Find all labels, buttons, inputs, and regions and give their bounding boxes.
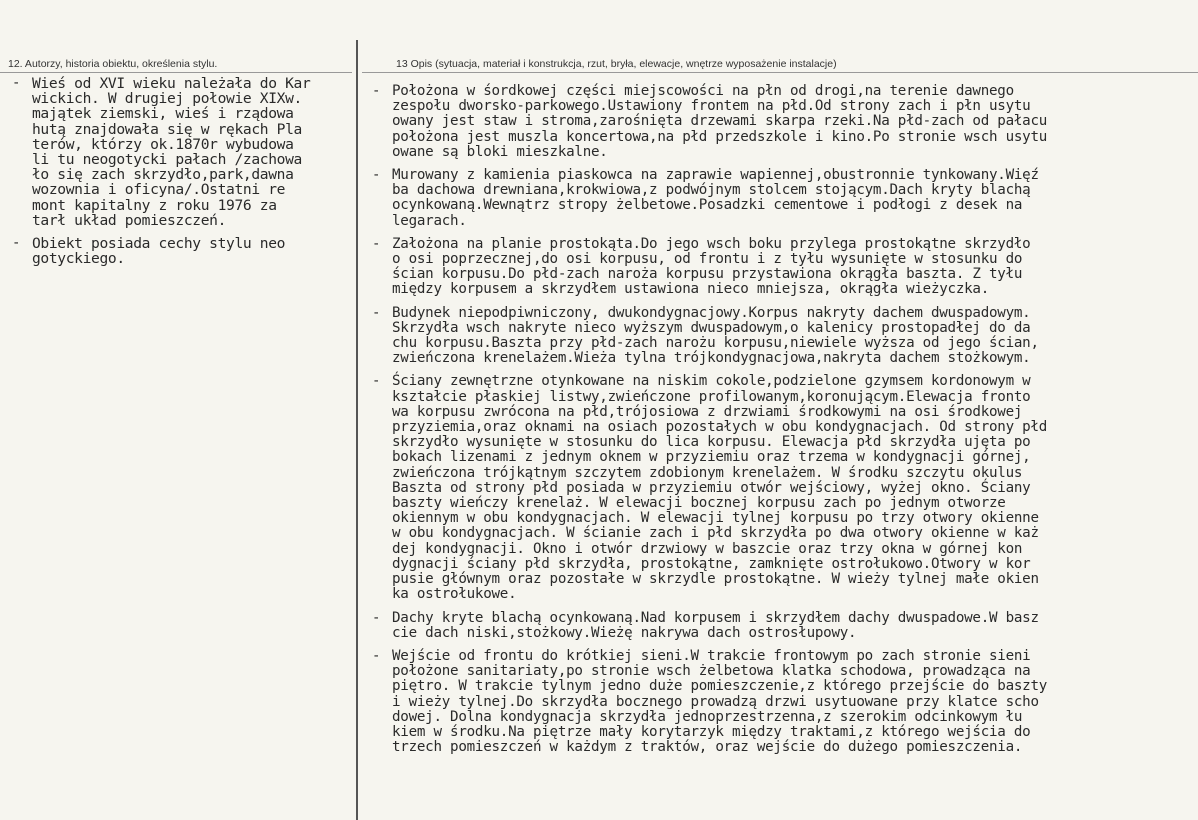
entry-dash: - xyxy=(372,373,381,390)
text-line: zespołu dworsko-parkowego.Ustawiony frontem na płd.Od strony zach i płn usytu xyxy=(392,98,1031,115)
text-line: legarach. xyxy=(392,212,467,229)
text-entry xyxy=(372,84,1194,160)
text-line: położone sanitariaty,po stronie wsch żelbetowa klatka schodowa, prowadząca na xyxy=(392,663,1031,680)
text-line: ba dachowa drewniana,krokwiowa,z podwójnym stolcem stojącym.Dach kryty blachą xyxy=(392,182,1031,199)
text-line: mont kapitalny z roku 1976 za xyxy=(32,196,277,214)
text-line: skrzydło wysunięte w stosunku do lica korpusu. Elewacja płd skrzydła ujęta po xyxy=(392,434,1031,451)
entry-lines xyxy=(392,168,1194,229)
column-divider xyxy=(356,40,358,820)
text-line: hutą znajdowała się w rękach Pla xyxy=(32,120,302,138)
entry-lines xyxy=(392,611,1194,641)
entry-lines xyxy=(32,236,352,266)
text-line: Dachy kryte blachą ocynkowaną.Nad korpusem i skrzydłem dachy dwuspadowe.W basz xyxy=(392,609,1039,626)
text-line: zwieńczona trójkątnym szczytem zdobionym krenelażem. W środku szczytu okulus xyxy=(392,464,1023,481)
text-line: okiennym w obu kondygnacjach. W elewacji tylnej korpusu po trzy otwory okienne xyxy=(392,510,1039,527)
text-line: o osi poprzecznej,do osi korpusu, od frontu i z tyłu wysunięte w stosunku do xyxy=(392,251,1023,268)
entry-dash: - xyxy=(372,304,381,321)
text-line: Obiekt posiada cechy stylu neo xyxy=(32,235,286,253)
text-line: Ściany zewnętrzne otynkowane na niskim cokole,podzielone gzymsem kordonowym w xyxy=(392,373,1031,390)
entry-lines xyxy=(392,649,1194,755)
text-line: wickich. W drugiej połowie XIXw. xyxy=(32,90,302,108)
entry-lines xyxy=(32,76,352,228)
left-column xyxy=(12,76,352,274)
text-line: pusie głównym oraz pozostałe w skrzydle prostokątne. W wieży tylnej małe okien xyxy=(392,571,1039,588)
text-line: w obu kondygnacjach. W ścianie zach i płd skrzydła po dwa otwory okienne w każ xyxy=(392,525,1039,542)
text-line: Założona na planie prostokąta.Do jego wsch boku przylega prostokątne skrzydło xyxy=(392,235,1031,252)
right-column-header: 13 Opis (sytuacja, materiał i konstrukcja, rzut, bryła, elewacje, wnętrze wyposażenie instalacje) xyxy=(396,58,837,70)
text-line: wozownia i oficyna/.Ostatni re xyxy=(32,181,286,199)
text-entry xyxy=(372,649,1194,755)
text-line: ścian korpusu.Do płd-zach naroża korpusu przystawiona okrągła baszta. Z tyłu xyxy=(392,266,1023,283)
text-line: zwieńczona krenelażem.Wieża tylna trójkondygnacjowa,nakryta dachem stożkowym. xyxy=(392,350,1031,367)
entry-dash: - xyxy=(372,83,381,99)
text-line: Budynek niepodpiwniczony, dwukondygnacjowy.Korpus nakryty dachem dwuspadowym. xyxy=(392,304,1031,321)
text-line: tarł układ pomieszczeń. xyxy=(32,211,227,229)
text-line: dowej. Dolna kondygnacja skrzydła jednoprzestrzenna,z szerokim odcinkowym łu xyxy=(392,708,1023,725)
entry-lines xyxy=(392,237,1194,298)
text-line: położona jest muszla koncertowa,na płd przedszkole i kino.Po stronie wsch usytu xyxy=(392,128,1048,145)
entry-lines xyxy=(392,84,1194,160)
text-line: chu korpusu.Baszta przy płd-zach narożu korpusu,niewiele wyższa od jego ścian, xyxy=(392,335,1039,352)
text-line: baszty wieńczy krenelaż. W elewacji bocznej korpusu zach po jednym otworze xyxy=(392,495,1006,512)
text-line: cie dach niski,stożkowy.Wieżę nakrywa dach ostrosłupowy. xyxy=(392,624,857,641)
text-line: bokach lizenami z jednym oknem w przyziemiu oraz trzema w kondygnacji górnej, xyxy=(392,449,1031,466)
entry-dash: - xyxy=(372,647,381,664)
text-entry xyxy=(372,611,1194,641)
text-line: między korpusem a skrzydłem ustawiona nieco mniejsza, okrągła wieżyczka. xyxy=(392,281,989,298)
text-entry xyxy=(372,168,1194,229)
entry-dash: - xyxy=(372,235,381,252)
text-line: terów, którzy ok.1870r wybudowa xyxy=(32,135,294,153)
text-line: Wejście od frontu do krótkiej sieni.W trakcie frontowym po zach stronie sieni xyxy=(392,647,1031,664)
entry-dash: - xyxy=(372,609,381,626)
text-line: i wieży tylnej.Do skrzydła bocznego prowadzą drzwi usytuowane przy klatce scho xyxy=(392,693,1039,710)
right-header-rule xyxy=(362,72,1198,73)
text-entry xyxy=(12,76,352,228)
text-entry xyxy=(12,236,352,266)
entry-dash: - xyxy=(12,75,21,91)
text-line: trzech pomieszczeń w każdym z traktów, oraz wejście do dużego pomieszczenia. xyxy=(392,739,1023,756)
text-entry xyxy=(372,237,1194,298)
text-line: kiem w środku.Na piętrze mały korytarzyk między traktami,z którego wejścia do xyxy=(392,723,1031,740)
text-line: ło się zach skrzydło,park,dawna xyxy=(32,166,294,184)
text-line: dygnacji ściany płd skrzydła, prostokątne, zamknięte ostrołukowo.Otwory w kor xyxy=(392,555,1031,572)
text-entry xyxy=(372,374,1194,602)
text-line: dej kondygnacji. Okno i otwór drzwiowy w baszcie oraz trzy okna w górnej kon xyxy=(392,540,1023,557)
text-line: Wieś od XVI wieku należała do Kar xyxy=(32,75,311,92)
entry-dash: - xyxy=(12,235,21,252)
text-line: Baszta od strony płd posiada w przyziemiu otwór wejściowy, wyżej okno. Ściany xyxy=(392,479,1031,496)
text-line: piętro. W trakcie tylnym jedno duże pomieszczenie,z którego przejście do baszty xyxy=(392,678,1048,695)
text-line: ocynkowaną.Wewnątrz stropy żelbetowe.Posadzki cementowe i podłogi z desek na xyxy=(392,197,1023,214)
text-line: Skrzydła wsch nakryte nieco wyższym dwuspadowym,o kalenicy prostopadłej do da xyxy=(392,319,1031,336)
left-header-rule xyxy=(0,72,352,73)
text-line: kształcie płaskiej listwy,zwieńczone profilowanym,koronującym.Elewacja fronto xyxy=(392,388,1031,405)
text-line: gotyckiego. xyxy=(32,250,125,268)
text-entry xyxy=(372,306,1194,367)
entry-dash: - xyxy=(372,167,381,184)
text-line: przyziemia,oraz oknami na osiach pozostałych w obu kondygnacjach. Od strony płd xyxy=(392,419,1048,436)
text-line: majątek ziemski, wieś i rządowa xyxy=(32,105,294,123)
text-line: owane są bloki mieszkalne. xyxy=(392,143,608,160)
text-line: Położona w śordkowej części miejscowości na płn od drogi,na terenie dawnego xyxy=(392,83,1014,99)
text-line: owany jest staw i stroma,zarośnięta drzewami skarpa rzeki.Na płd-zach od pałacu xyxy=(392,113,1048,130)
entry-lines xyxy=(392,306,1194,367)
right-column xyxy=(372,84,1194,763)
left-column-header: 12. Autorzy, historia obiektu, określenia stylu. xyxy=(8,58,218,70)
text-line: wa korpusu zwrócona na płd,trójosiowa z drzwiami środkowymi na osi środkowej xyxy=(392,403,1023,420)
text-line: Murowany z kamienia piaskowca na zaprawie wapiennej,obustronnie tynkowany.Więź xyxy=(392,167,1039,184)
entry-lines xyxy=(392,374,1194,602)
text-line: ka ostrołukowe. xyxy=(392,586,517,603)
text-line: li tu neogotycki pałach /zachowa xyxy=(32,151,302,169)
